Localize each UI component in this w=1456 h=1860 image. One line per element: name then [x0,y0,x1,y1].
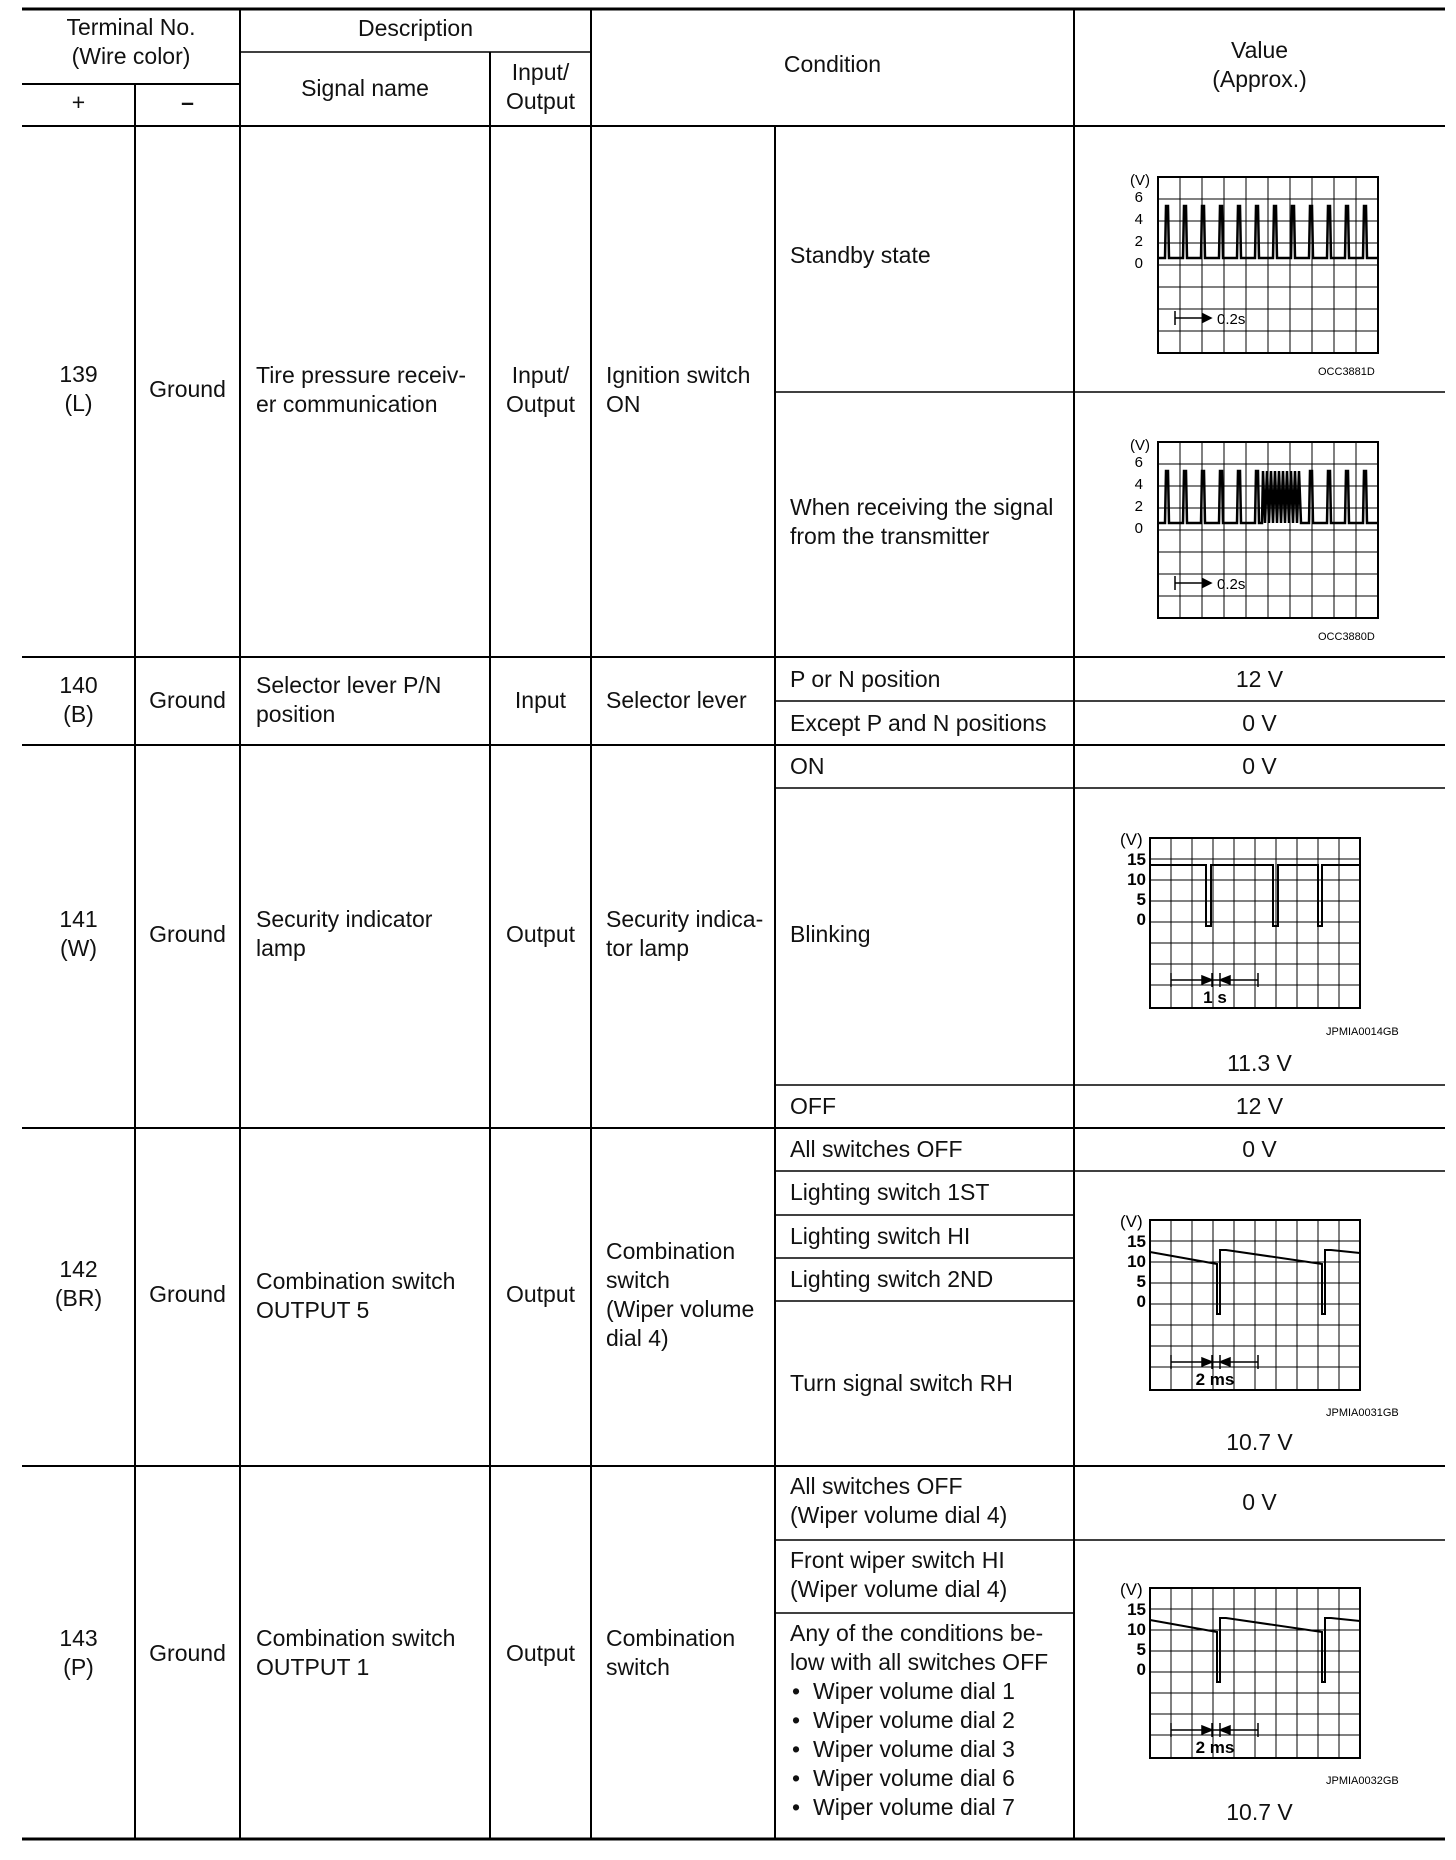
y-tick: 0 [1136,910,1146,929]
terminal-139: 139 (L) [59,361,98,416]
io-141: Output [505,921,576,947]
y-tick: 6 [1134,454,1143,471]
value-142-all-off: 0 V [1242,1136,1277,1162]
header-condition: Condition [783,51,882,77]
scope-grid [1150,838,1360,1008]
value-140-except: 0 V [1242,710,1277,736]
volts-label: (V) [1120,1212,1143,1231]
list-item: • Wiper volume dial 7 [790,1793,1074,1822]
condition-140: Selector lever [606,687,747,713]
time-div-label: 2 ms [1195,1738,1235,1757]
signal-141: Security indicator lamp [256,906,433,961]
scope-grid [1158,442,1378,618]
y-tick: 5 [1136,890,1146,909]
sub-142-turn-rh: Turn signal switch RH [790,1370,1013,1396]
header-signal-name: Signal name [301,75,429,101]
sub-143-all-off: All switches OFF (Wiper volume dial 4) [790,1473,1008,1528]
list-item: • Wiper volume dial 3 [790,1735,1074,1764]
condition-141: Security indica- tor lamp [606,906,764,961]
y-tick: 0 [1136,1292,1146,1311]
y-tick: 10 [1127,1252,1146,1271]
io-142: Output [505,1281,576,1307]
condition-142: Combination switch (Wiper volume dial 4) [606,1238,755,1351]
sub-142-all-off: All switches OFF [790,1136,963,1162]
header-minus: – [181,89,194,115]
ground-142: Ground [149,1281,226,1307]
ground-140: Ground [149,687,226,713]
header-terminal-no: Terminal No. (Wire color) [66,14,196,69]
waveform-trace [1158,471,1378,523]
terminal-140: 140 (B) [59,672,98,727]
header-plus: + [71,89,86,115]
condition-143: Combination switch [606,1625,736,1680]
sub-140-p-n: P or N position [790,666,941,692]
waveform-standby [1125,170,1395,380]
value-141-on: 0 V [1242,753,1277,779]
y-tick: 2 [1134,233,1143,250]
ground-139: Ground [149,376,226,402]
figure-code: OCC3880D [1318,631,1375,643]
time-div-label: 1 s [1203,988,1227,1007]
time-div-label: 0.2s [1217,311,1246,328]
signal-139: Tire pressure receiv- er communication [256,362,467,417]
signal-142: Combination switch OUTPUT 5 [256,1268,456,1323]
y-tick: 0 [1134,255,1143,272]
value-140-p-n: 12 V [1235,666,1284,692]
signal-143: Combination switch OUTPUT 1 [256,1625,456,1680]
sub-141-blinking: Blinking [790,921,871,947]
sub-142-lighting-hi: Lighting switch HI [790,1223,971,1249]
terminal-143: 143 (P) [59,1625,98,1680]
ground-141: Ground [149,921,226,947]
scope-grid [1158,177,1378,353]
sub-143-any-conditions: Any of the conditions be- low with all switches OFF • Wiper volume dial 1 • Wiper volume dial 2 • Wiper volume dial 3 • Wiper volume dial 6 • Wiper volume dial 7 [790,1619,1074,1822]
value-143-all-off: 0 V [1242,1489,1277,1515]
value-141-blinking: 11.3 V [1227,1050,1292,1076]
volts-label: (V) [1120,830,1143,849]
sub-143-front-wiper-hi: Front wiper switch HI (Wiper volume dial 4) [790,1547,1008,1602]
signal-140: Selector lever P/N position [256,672,442,727]
io-139: Input/ Output [505,362,576,417]
value-141-off: 12 V [1235,1093,1284,1119]
figure-code: JPMIA0014GB [1326,1026,1399,1038]
sub-142-lighting-1st: Lighting switch 1ST [790,1179,990,1205]
sub-142-lighting-2nd: Lighting switch 2ND [790,1266,994,1292]
figure-code: JPMIA0031GB [1326,1407,1399,1419]
waveform-output-1 [1110,1578,1410,1790]
header-input-output: Input/ Output [505,59,576,114]
io-143: Output [505,1640,576,1666]
y-tick: 15 [1127,850,1146,869]
y-tick: 10 [1127,1620,1146,1639]
list-item: • Wiper volume dial 1 [790,1677,1074,1706]
y-tick: 15 [1127,1600,1146,1619]
waveform-output-5 [1110,1210,1410,1422]
y-tick: 0 [1134,520,1143,537]
header-value: Value (Approx.) [1212,37,1307,92]
header-description: Description [357,15,474,41]
condition-139: Ignition switch ON [606,362,751,417]
y-tick: 15 [1127,1232,1146,1251]
y-tick: 2 [1134,498,1143,515]
y-tick: 10 [1127,870,1146,889]
time-div-label: 2 ms [1195,1370,1235,1389]
value-143-waveform: 10.7 V [1226,1799,1293,1825]
figure-code: JPMIA0032GB [1326,1775,1399,1787]
list-item: • Wiper volume dial 6 [790,1764,1074,1793]
y-tick: 4 [1134,211,1143,228]
list-item: • Wiper volume dial 2 [790,1706,1074,1735]
volts-label: (V) [1130,172,1150,189]
terminal-142: 142 (BR) [54,1256,103,1311]
y-tick: 4 [1134,476,1143,493]
terminal-141: 141 (W) [59,906,98,961]
sub-139-receiving: When receiving the signal from the transmitter [790,494,1054,549]
time-div-label: 0.2s [1217,576,1246,593]
sub-141-on: ON [790,753,825,779]
scope-grid [1150,1220,1360,1390]
scope-grid [1150,1588,1360,1758]
y-tick: 5 [1136,1272,1146,1291]
value-142-waveform: 10.7 V [1226,1429,1293,1455]
ground-143: Ground [149,1640,226,1666]
sub-139-standby: Standby state [790,242,931,268]
sub-140-except: Except P and N positions [790,710,1047,736]
io-140: Input [514,687,567,713]
y-tick: 0 [1136,1660,1146,1679]
y-tick: 6 [1134,189,1143,206]
volts-label: (V) [1130,437,1150,454]
sub-141-off: OFF [790,1093,836,1119]
wiper-dial-list [790,1677,1074,1822]
waveform-blinking [1110,828,1410,1040]
figure-code: OCC3881D [1318,366,1375,378]
volts-label: (V) [1120,1580,1143,1599]
y-tick: 5 [1136,1640,1146,1659]
waveform-receiving [1125,435,1395,645]
